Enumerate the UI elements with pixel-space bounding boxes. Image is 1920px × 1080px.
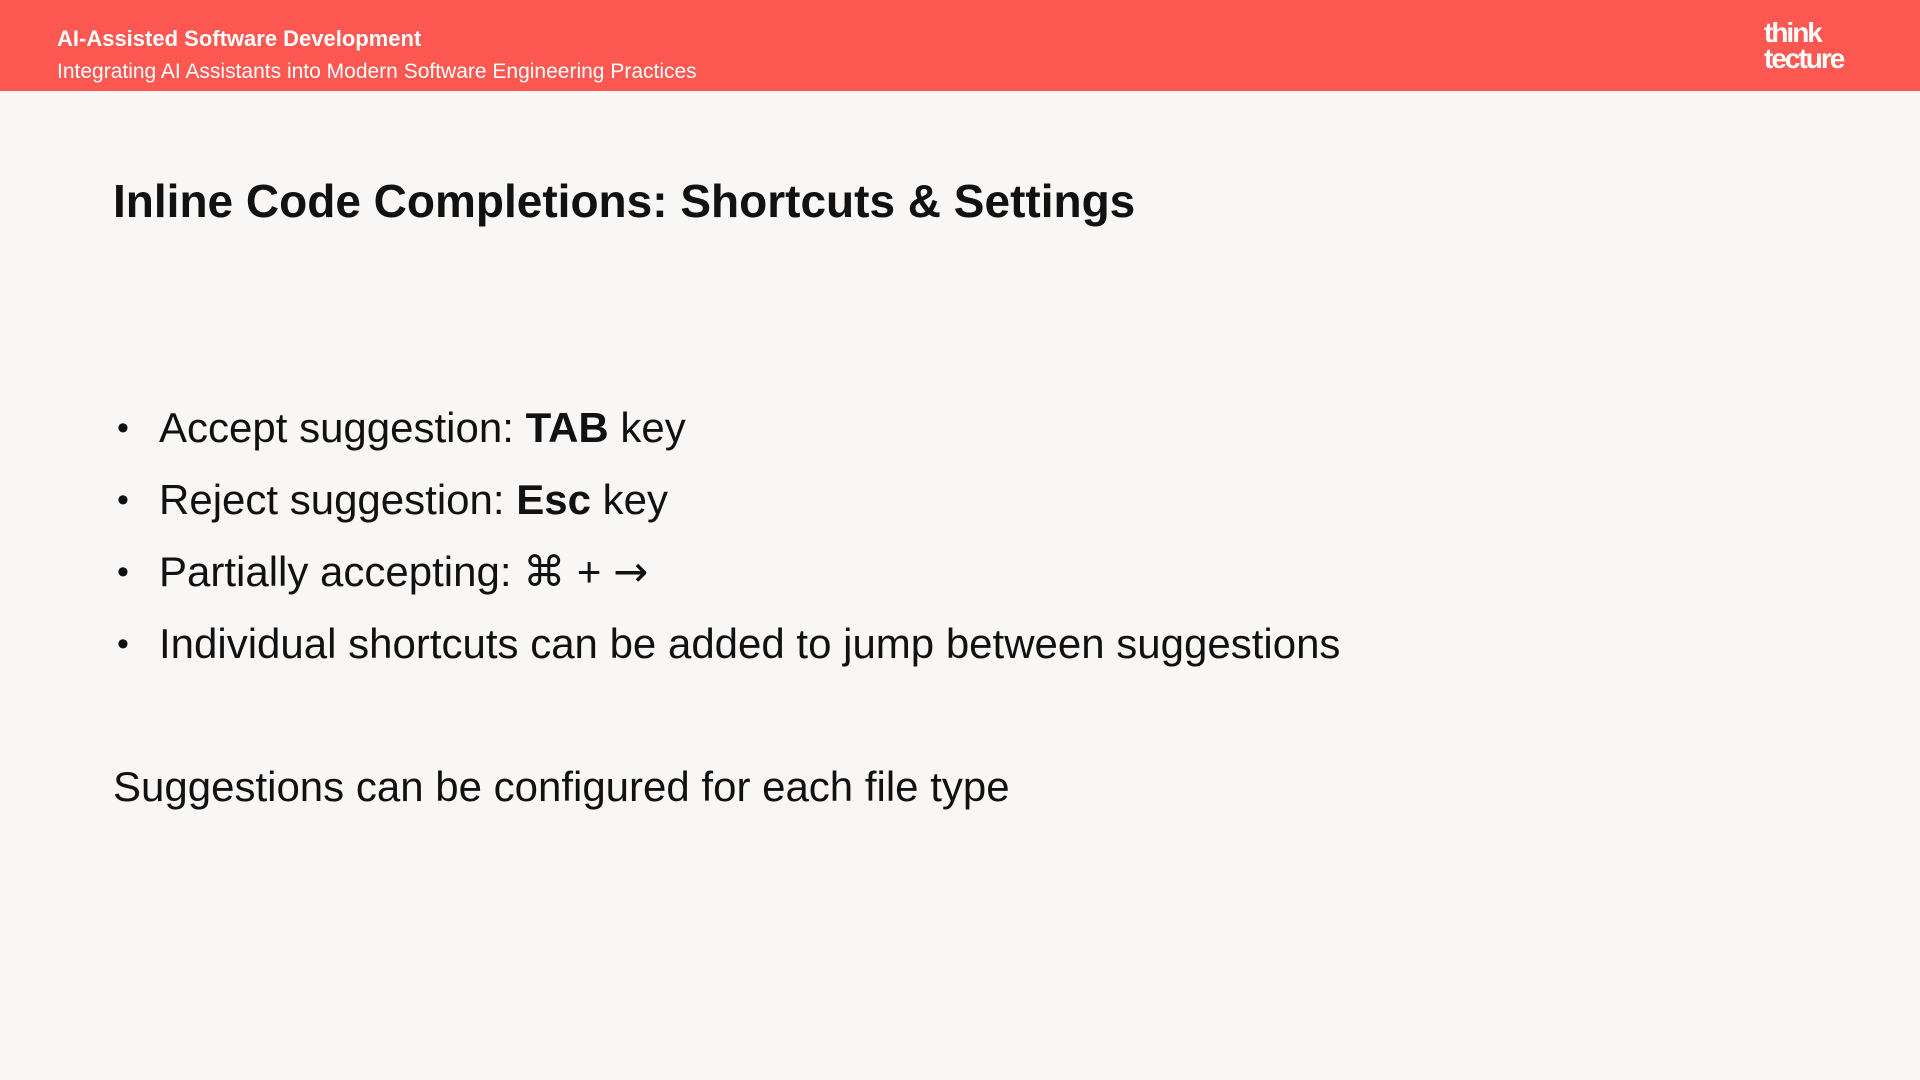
accept-label: Accept suggestion: xyxy=(159,404,526,451)
list-item-individual-shortcuts xyxy=(113,613,1340,685)
accept-key: TAB xyxy=(525,404,609,451)
reject-label: Reject suggestion: xyxy=(159,476,517,523)
shortcut-list xyxy=(113,397,1340,685)
right-arrow-icon: → xyxy=(613,547,649,596)
reject-key: Esc xyxy=(516,476,591,523)
individual-shortcuts-text: Individual shortcuts can be added to jump between suggestions xyxy=(159,620,1341,667)
slide-title: Inline Code Completions: Shortcuts & Settings xyxy=(113,175,1136,227)
list-item-accept xyxy=(113,397,1340,469)
reject-key-suffix: key xyxy=(590,476,668,523)
bullet-icon: • xyxy=(117,481,129,519)
plus-sign: + xyxy=(565,548,614,595)
logo-line-tecture: tecture xyxy=(1764,43,1844,74)
file-type-config-note: Suggestions can be configured for each file type xyxy=(113,763,1010,810)
list-item-reject xyxy=(113,469,1340,541)
bullet-icon: • xyxy=(117,625,129,663)
accept-key-suffix: key xyxy=(608,404,686,451)
logo-line-think: think xyxy=(1764,17,1821,48)
bullet-icon: • xyxy=(117,409,129,447)
thinktecture-logo xyxy=(1764,17,1848,76)
command-icon: ⌘ xyxy=(523,547,566,596)
partial-accept-label: Partially accepting: xyxy=(159,548,524,595)
list-item-partial-accept xyxy=(113,541,1340,613)
slide-header xyxy=(0,0,1920,91)
course-title: AI-Assisted Software Development xyxy=(57,26,422,51)
course-subtitle: Integrating AI Assistants into Modern Software Engineering Practices xyxy=(57,60,697,83)
bullet-icon: • xyxy=(117,553,129,591)
